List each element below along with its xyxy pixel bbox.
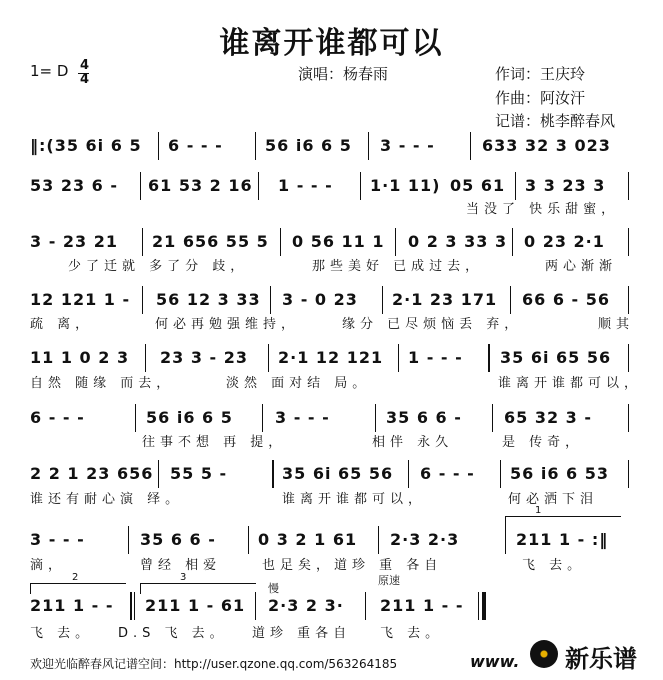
lyric-line: 当没了 快乐甜蜜， bbox=[466, 202, 620, 217]
measure: 05 61 bbox=[450, 176, 506, 195]
measure: 3 - - - bbox=[30, 530, 85, 549]
lyric-line: 飞 去。 bbox=[380, 626, 444, 641]
barline bbox=[140, 172, 141, 200]
measure: 56 i6 6 53 bbox=[510, 464, 609, 483]
barline bbox=[395, 228, 396, 256]
barline bbox=[258, 172, 259, 200]
lyric-line: 何必再勉强维持， bbox=[155, 317, 300, 332]
lyric-line: 谁离开谁都可以， bbox=[282, 492, 427, 507]
barline bbox=[382, 286, 383, 314]
barline bbox=[628, 460, 629, 488]
barline bbox=[158, 132, 159, 160]
measure: 0 23 2·1 bbox=[524, 232, 605, 251]
watermark-www: www. bbox=[470, 652, 520, 671]
measure: 211 1 - 61 bbox=[145, 596, 246, 615]
composer-credit: 作曲：阿汝汗 bbox=[495, 89, 586, 107]
lyric-line: 顺其 bbox=[598, 317, 635, 332]
lyric-line: 两心渐渐 bbox=[545, 259, 618, 274]
barline bbox=[135, 404, 136, 432]
tempo-mark-original: 原速 bbox=[378, 574, 400, 587]
barline bbox=[628, 344, 629, 372]
measure: 2·1 23 171 bbox=[392, 290, 498, 309]
measure: 3 - - - bbox=[380, 136, 435, 155]
barline bbox=[628, 172, 629, 200]
tempo-mark-slow: 慢 bbox=[268, 582, 279, 595]
lyric-line: 滴， bbox=[30, 558, 67, 573]
song-title: 谁离开谁都可以 bbox=[219, 26, 444, 61]
score-row-5 bbox=[30, 344, 640, 372]
footer-link-text: 欢迎光临醉春风记谱空间：http://user.qzone.qq.com/563264185 bbox=[30, 657, 398, 671]
barline bbox=[270, 286, 271, 314]
measure: 6 - - - bbox=[30, 408, 85, 427]
measure: 11 1 0 2 3 bbox=[30, 348, 130, 367]
barline bbox=[134, 592, 135, 620]
barline bbox=[408, 460, 409, 488]
lyric-line: 何必洒下泪 bbox=[508, 492, 599, 507]
measure: 0 2 3 33 3 bbox=[408, 232, 508, 251]
barline bbox=[158, 460, 159, 488]
site-logo-text: 新乐谱 bbox=[565, 645, 637, 673]
barline bbox=[515, 172, 516, 200]
measure: 55 5 - bbox=[170, 464, 228, 483]
barline bbox=[262, 404, 263, 432]
singer-credit: 演唱：杨春雨 bbox=[298, 65, 389, 83]
key-signature: 1= D bbox=[30, 62, 69, 80]
measure: 0 56 11 1 bbox=[292, 232, 385, 251]
barline bbox=[488, 344, 490, 372]
measure: 61 53 2 16 bbox=[148, 176, 253, 195]
notator-credit: 记谱：桃李醉春风 bbox=[495, 112, 616, 130]
barline bbox=[512, 228, 513, 256]
measure: 1 - - - bbox=[408, 348, 463, 367]
barline bbox=[470, 132, 471, 160]
barline bbox=[492, 404, 493, 432]
lyric-line: 往事不想 再 提， bbox=[142, 435, 287, 450]
score-row-3 bbox=[30, 228, 640, 256]
measure: ‖:(35 6i 6 5 bbox=[30, 136, 142, 155]
measure: 12 121 1 - bbox=[30, 290, 131, 309]
lyric-line: 那些美好 已成过去， bbox=[312, 259, 484, 274]
barline bbox=[142, 286, 143, 314]
barline bbox=[628, 228, 629, 256]
barline bbox=[628, 404, 629, 432]
barline bbox=[142, 228, 143, 256]
lyric-line: 飞 去。 bbox=[30, 626, 94, 641]
barline bbox=[510, 286, 511, 314]
measure: 2·3 2 3· bbox=[268, 596, 344, 615]
barline bbox=[398, 344, 399, 372]
measure: 35 6i 65 56 bbox=[282, 464, 394, 483]
score-row-7 bbox=[30, 460, 640, 488]
score-row-4 bbox=[30, 286, 640, 314]
lyric-line: 也足矣，道珍 重 各自 bbox=[262, 558, 443, 573]
score-row-8 bbox=[30, 526, 640, 554]
final-barline bbox=[482, 592, 486, 620]
lyric-line: 缘分 已尽烦恼丢 弃， bbox=[342, 317, 523, 332]
measure: 3 - 23 21 bbox=[30, 232, 119, 251]
measure: 56 i6 6 5 bbox=[146, 408, 233, 427]
score-row-2 bbox=[30, 172, 640, 200]
lyric-line: 淡然 面对结 局。 bbox=[226, 376, 371, 391]
barline bbox=[268, 344, 269, 372]
barline bbox=[505, 526, 506, 554]
measure: 66 6 - 56 bbox=[522, 290, 611, 309]
lyric-line: 自然 随缘 而去， bbox=[30, 376, 175, 391]
measure: 0 3 2 1 61 bbox=[258, 530, 358, 549]
measure: 2·3 2·3 bbox=[390, 530, 460, 549]
time-sig-bottom: 4 bbox=[80, 72, 90, 87]
barline bbox=[478, 592, 479, 620]
lyric-line: 是 传奇， bbox=[502, 435, 584, 450]
barline bbox=[130, 592, 132, 620]
time-sig-top: 4 bbox=[80, 58, 90, 73]
measure: 3 - - - bbox=[275, 408, 330, 427]
barline bbox=[628, 286, 629, 314]
barline bbox=[368, 132, 369, 160]
barline bbox=[500, 460, 501, 488]
lyric-line: 谁离开谁都可以， bbox=[498, 376, 643, 391]
score-row-9 bbox=[30, 592, 640, 620]
score-row-6 bbox=[30, 404, 640, 432]
measure: 35 6i 65 56 bbox=[500, 348, 612, 367]
measure: 53 23 6 - bbox=[30, 176, 119, 195]
lyric-line: 少了迁就 多了分 歧， bbox=[68, 259, 249, 274]
volta-number: 1 bbox=[535, 505, 542, 516]
barline bbox=[145, 344, 146, 372]
barline bbox=[255, 132, 256, 160]
measure: 2·1 12 121 bbox=[278, 348, 384, 367]
measure: 2 2 1 23 656 bbox=[30, 464, 154, 483]
measure: 56 12 3 33 bbox=[156, 290, 261, 309]
barline bbox=[255, 592, 256, 620]
lyric-line: 疏 离， bbox=[30, 317, 94, 332]
lyric-line: 曾经 相爱 bbox=[140, 558, 222, 573]
measure: 65 32 3 - bbox=[504, 408, 593, 427]
lyric-line: 飞 去。 bbox=[522, 558, 586, 573]
lyric-line: 谁还有耐心演 绎。 bbox=[30, 492, 184, 507]
measure: 21 656 55 5 bbox=[152, 232, 269, 251]
measure: 6 - - - bbox=[420, 464, 475, 483]
record-logo-icon bbox=[530, 640, 558, 668]
measure: 35 6 6 - bbox=[140, 530, 216, 549]
measure: 56 i6 6 5 bbox=[265, 136, 352, 155]
barline bbox=[280, 228, 281, 256]
measure: 211 1 - - bbox=[380, 596, 464, 615]
barline bbox=[375, 404, 376, 432]
lyric-line: 道珍 重各自 bbox=[252, 626, 352, 641]
barline bbox=[248, 526, 249, 554]
volta-number: 2 bbox=[72, 572, 79, 583]
barline bbox=[360, 172, 361, 200]
measure: 3 - 0 23 bbox=[282, 290, 358, 309]
measure: 3 3 23 3 bbox=[525, 176, 606, 195]
barline bbox=[365, 592, 366, 620]
lyric-line: 相伴 永久 bbox=[372, 435, 454, 450]
barline bbox=[128, 526, 129, 554]
measure: 1 - - - bbox=[278, 176, 333, 195]
measure: 35 6 6 - bbox=[386, 408, 462, 427]
score-row-1 bbox=[30, 132, 640, 160]
lyric-line: D.S 飞 去。 bbox=[118, 626, 228, 641]
measure: 23 3 - 23 bbox=[160, 348, 249, 367]
measure: 6 - - - bbox=[168, 136, 223, 155]
barline bbox=[378, 526, 379, 554]
measure: 1·1 11) bbox=[370, 176, 441, 195]
measure: 211 1 - :‖ bbox=[516, 530, 609, 549]
barline bbox=[272, 460, 274, 488]
lyricist-credit: 作词：王庆玲 bbox=[495, 65, 586, 83]
measure: 633 32 3 023 bbox=[482, 136, 611, 155]
measure: 211 1 - - bbox=[30, 596, 114, 615]
volta-number: 3 bbox=[180, 572, 187, 583]
